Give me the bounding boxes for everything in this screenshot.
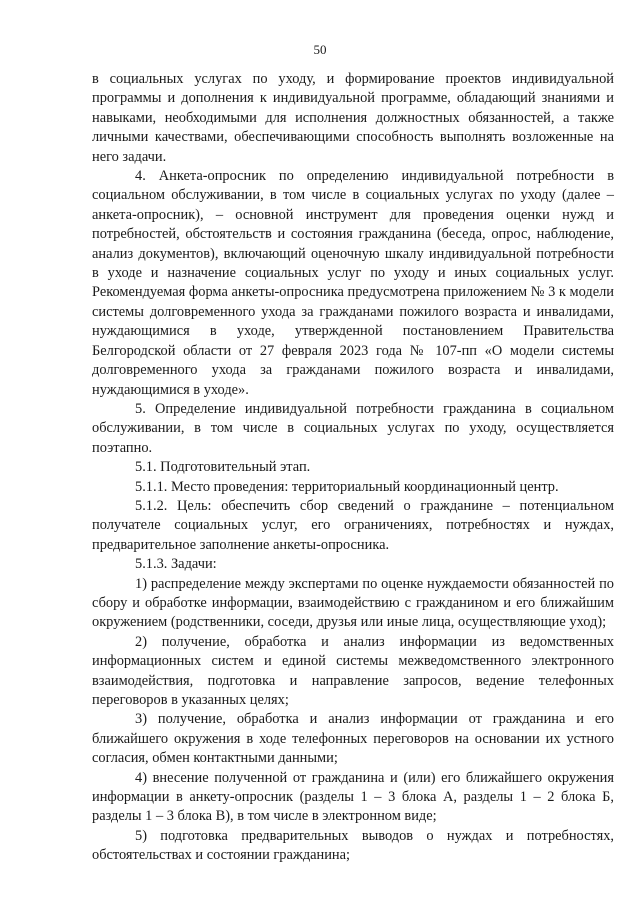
task-item-2: 2) получение, обработка и анализ информации из ведомственных информационных систем и единой системы межведомственного электронного взаимодействия, подготовка и направление запросов, ведение телефонных переговоров в указанных целях; <box>92 633 614 708</box>
task-item-1: 1) распределение между экспертами по оценке нуждаемости обязанностей по сбору и обработке информации, взаимодействию с гражданином и его ближайшим окружением (родственники, соседи, друзья или иные лица, осуществляющие уход); <box>92 575 614 631</box>
paragraph-item-4: 4. Анкета-опросник по определению индивидуальной потребности в социальном обслуживании, в том числе в социальных услугах по уходу (далее – анкета-опросник), – основной инструмент для проведения оценки нужд и потребностей, обстоятельств и состояния гражданина (беседа, опрос, наблюдение, анализ документов), включающий оценочную шкалу индивидуальной потребности в уходе и назначение социальных услуг по уходу и иных социальных услуг. Рекомендуемая форма анкеты-опросника предусмотрена приложением № 3 к модели системы долговременного ухода за гражданами пожилого возраста и инвалидами, нуждающимися в уходе, утвержденной постановлением Правительства Белгородской области от 27 февраля 2023 года № 107-пп «О модели системы долговременного ухода за гражданами пожилого возраста и инвалидами, нуждающимися в уходе». <box>92 168 614 398</box>
paragraph-5-1-1: 5.1.1. Место проведения: территориальный координационный центр. <box>135 478 559 495</box>
task-item-3: 3) получение, обработка и анализ информации от гражданина и его ближайшего окружения в ходе телефонных переговоров на основании их устного согласия, обмен контактными данными; <box>92 711 614 767</box>
page-number: 50 <box>313 42 327 57</box>
task-item-4: 4) внесение полученной от гражданина и (или) его ближайшего окружения информации в анкету-опросник (разделы 1 – 3 блока А, разделы 1 – 2 блока Б, разделы 1 – 3 блока В), в том числе в электронном виде; <box>92 769 614 825</box>
paragraph-5-1-3: 5.1.3. Задачи: <box>135 556 217 573</box>
paragraph-continuation: в социальных услугах по уходу, и формирование проектов индивидуальной программы и дополнения к индивидуальной программе, обладающий знаниями и навыками, необходимыми для исполнения должностных обязанностей, а также личными качествами, обеспечивающими способность выполнять возложенные на него задачи. <box>92 71 614 165</box>
paragraph-5-1-2: 5.1.2. Цель: обеспечить сбор сведений о гражданине – потенциальном получателе социальных услуг, его ограничениях, потребностях и нуждах, предварительное заполнение анкеты-опросника. <box>92 497 614 553</box>
document-body <box>92 70 614 866</box>
paragraph-5-1: 5.1. Подготовительный этап. <box>135 459 311 476</box>
task-item-5: 5) подготовка предварительных выводов о нуждах и потребностях, обстоятельствах и состоянии гражданина; <box>92 827 614 864</box>
paragraph-item-5: 5. Определение индивидуальной потребности гражданина в социальном обслуживании, в том числе в социальных услугах по уходу, осуществляется поэтапно. <box>92 400 614 456</box>
